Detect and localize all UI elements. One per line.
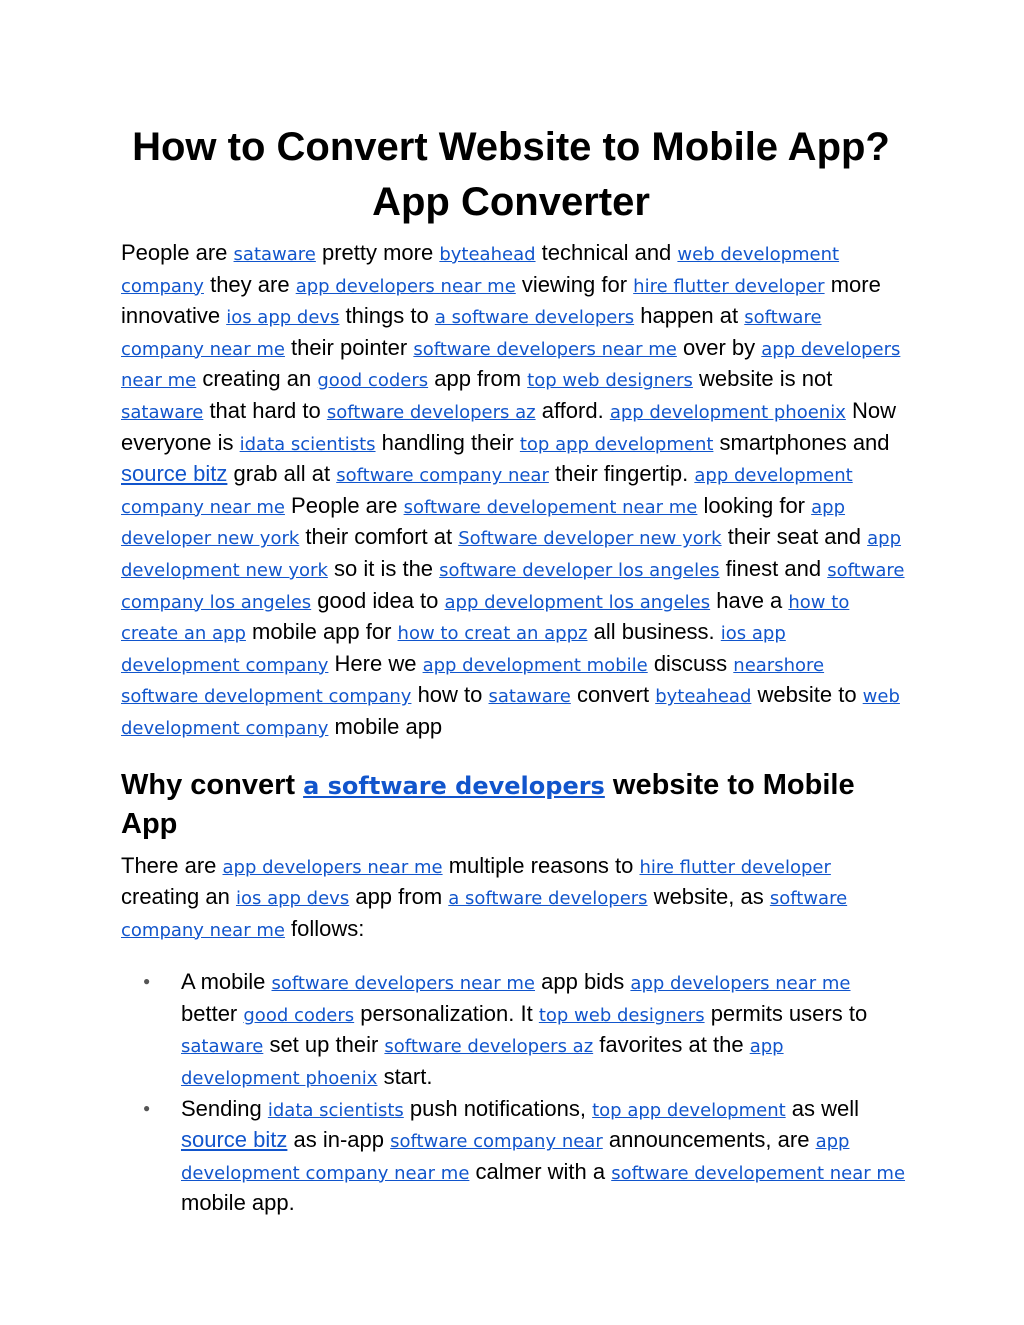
hyperlink[interactable]: top web designers bbox=[527, 370, 693, 392]
text-run: push notifications, bbox=[403, 1095, 593, 1121]
text-run: better bbox=[181, 1000, 244, 1026]
text-run: website is not bbox=[692, 366, 833, 392]
text-run: all business. bbox=[587, 619, 721, 645]
text-run: follows: bbox=[284, 915, 365, 941]
hyperlink[interactable]: software developers near me bbox=[271, 973, 536, 995]
hyperlink[interactable]: ios app devs bbox=[226, 307, 340, 329]
hyperlink[interactable]: a software developers bbox=[448, 888, 648, 910]
text-run: There are bbox=[121, 852, 223, 878]
hyperlink[interactable]: app development new york bbox=[121, 528, 902, 581]
text-run: creating an bbox=[121, 884, 236, 910]
text-run: they are bbox=[203, 271, 296, 297]
hyperlink[interactable]: ios app devs bbox=[235, 888, 350, 910]
hyperlink[interactable]: hire flutter developer bbox=[639, 856, 831, 878]
hyperlink[interactable]: good coders bbox=[317, 370, 429, 392]
text-run: how to bbox=[411, 682, 489, 708]
hyperlink[interactable]: software developers az bbox=[384, 1036, 594, 1058]
intro-paragraph bbox=[121, 238, 906, 744]
hyperlink[interactable]: sataware bbox=[181, 1036, 264, 1058]
text-run: pretty more bbox=[315, 240, 440, 265]
reasons-paragraph bbox=[121, 851, 906, 946]
text-run: multiple reasons to bbox=[442, 852, 640, 878]
text-run: mobile app for bbox=[245, 619, 398, 645]
text-run: their comfort at bbox=[299, 524, 459, 550]
text-run: app bids bbox=[535, 969, 631, 995]
hyperlink[interactable]: app developer new york bbox=[121, 496, 846, 550]
text-run: convert bbox=[570, 682, 656, 708]
hyperlink[interactable]: software developers az bbox=[326, 401, 536, 423]
hyperlink[interactable]: how to creat an appz bbox=[397, 623, 588, 645]
text-run: that hard to bbox=[203, 397, 327, 423]
text-run: Here we bbox=[328, 650, 423, 676]
hyperlink[interactable]: app development company near me bbox=[181, 1131, 850, 1184]
text-run: mobile app. bbox=[181, 1190, 295, 1216]
text-run: their pointer bbox=[284, 334, 414, 360]
hyperlink[interactable]: nearshore software development company bbox=[121, 654, 825, 708]
hyperlink[interactable]: source bitz bbox=[121, 461, 228, 487]
hyperlink[interactable]: software developer los angeles bbox=[439, 559, 720, 581]
text-run: as well bbox=[785, 1095, 860, 1121]
hyperlink[interactable]: top app development bbox=[519, 433, 714, 455]
hyperlink[interactable]: app developers near me bbox=[630, 973, 851, 995]
text-run: good idea to bbox=[311, 587, 445, 613]
hyperlink[interactable]: web development company bbox=[121, 686, 900, 739]
hyperlink[interactable]: Software developer new york bbox=[458, 528, 722, 550]
text-run: A mobile bbox=[181, 969, 272, 995]
text-run: their seat and bbox=[721, 524, 868, 550]
hyperlink[interactable]: a software developers bbox=[303, 771, 605, 800]
hyperlink[interactable]: top app development bbox=[592, 1099, 786, 1121]
hyperlink[interactable]: top web designers bbox=[538, 1004, 705, 1026]
text-run: website to Mobile App bbox=[121, 768, 855, 840]
page-title bbox=[111, 120, 911, 230]
hyperlink[interactable]: software developers near me bbox=[413, 338, 677, 360]
text-run: more innovative bbox=[121, 271, 881, 329]
text-run: Sending bbox=[181, 1095, 268, 1121]
text-run: permits users to bbox=[704, 1000, 868, 1026]
hyperlink[interactable]: good coders bbox=[243, 1004, 355, 1026]
hyperlink[interactable]: app development los angeles bbox=[444, 591, 711, 613]
hyperlink[interactable]: app developers near me bbox=[222, 856, 443, 878]
text-run: discuss bbox=[647, 650, 734, 676]
hyperlink[interactable]: ios app development company bbox=[121, 623, 786, 676]
text-run: start. bbox=[377, 1064, 433, 1090]
hyperlink[interactable]: app development phoenix bbox=[609, 401, 846, 423]
title-line-1: How to Convert Website to Mobile App? bbox=[132, 125, 890, 169]
list-item bbox=[181, 1094, 906, 1218]
hyperlink[interactable]: idata scientists bbox=[267, 1099, 404, 1121]
text-run: grab all at bbox=[227, 461, 337, 487]
text-run: Now everyone is bbox=[121, 397, 896, 455]
hyperlink[interactable]: app developers near me bbox=[121, 338, 901, 392]
text-run: app from bbox=[349, 884, 449, 910]
hyperlink[interactable]: sataware bbox=[233, 244, 316, 265]
hyperlink[interactable]: source bitz bbox=[181, 1127, 288, 1153]
text-run: set up their bbox=[263, 1032, 385, 1058]
text-run: as in-app bbox=[287, 1127, 391, 1153]
hyperlink[interactable]: app development phoenix bbox=[181, 1036, 784, 1090]
list-item bbox=[181, 967, 906, 1093]
hyperlink[interactable]: software company near me bbox=[121, 307, 822, 360]
hyperlink[interactable]: app development mobile bbox=[422, 654, 648, 676]
text-run: smartphones and bbox=[713, 429, 890, 455]
text-run: technical and bbox=[535, 240, 678, 265]
text-run: happen at bbox=[634, 303, 745, 329]
hyperlink[interactable]: how to create an app bbox=[121, 591, 850, 645]
text-run: handling their bbox=[375, 429, 520, 455]
hyperlink[interactable]: software developement near me bbox=[611, 1162, 906, 1184]
hyperlink[interactable]: software company near me bbox=[121, 888, 848, 941]
text-run: calmer with a bbox=[469, 1158, 612, 1184]
text-run: mobile app bbox=[328, 713, 443, 739]
hyperlink[interactable]: software company near bbox=[390, 1131, 603, 1153]
text-run: website, as bbox=[647, 884, 770, 910]
text-run: so it is the bbox=[327, 555, 440, 581]
text-run: over by bbox=[676, 334, 762, 360]
text-run: finest and bbox=[719, 555, 828, 581]
hyperlink[interactable]: software company near bbox=[336, 465, 549, 487]
text-run: have a bbox=[710, 587, 789, 613]
hyperlink[interactable]: a software developers bbox=[434, 307, 635, 329]
hyperlink[interactable]: web development company bbox=[121, 244, 840, 297]
section-heading bbox=[121, 766, 906, 843]
hyperlink[interactable]: hire flutter developer bbox=[633, 275, 825, 297]
text-run: website to bbox=[751, 682, 863, 708]
text-run: afford. bbox=[535, 397, 610, 423]
hyperlink[interactable]: software company los angeles bbox=[121, 559, 905, 613]
title-line-2: App Converter bbox=[372, 180, 650, 224]
text-run: things to bbox=[339, 303, 435, 329]
text-run: viewing for bbox=[515, 271, 634, 297]
hyperlink[interactable]: app developers near me bbox=[295, 275, 516, 297]
text-run: People are bbox=[121, 240, 234, 265]
text-run: personalization. It bbox=[354, 1000, 539, 1026]
text-run: their fingertip. bbox=[548, 461, 695, 487]
hyperlink[interactable]: byteahead bbox=[439, 244, 536, 265]
text-run: announcements, are bbox=[602, 1127, 816, 1153]
hyperlink[interactable]: app development company near me bbox=[121, 465, 853, 518]
text-run: looking for bbox=[697, 492, 812, 518]
text-run: Why convert bbox=[121, 768, 304, 801]
hyperlink[interactable]: software developement near me bbox=[403, 496, 698, 518]
hyperlink[interactable]: sataware bbox=[488, 686, 571, 708]
hyperlink[interactable]: idata scientists bbox=[239, 433, 376, 455]
hyperlink[interactable]: sataware bbox=[121, 401, 204, 423]
text-run: People are bbox=[284, 492, 404, 518]
text-run: app from bbox=[428, 366, 528, 392]
hyperlink[interactable]: byteahead bbox=[655, 686, 752, 708]
text-run: creating an bbox=[196, 366, 318, 392]
document-page bbox=[121, 120, 906, 1218]
reasons-list bbox=[121, 967, 906, 1218]
text-run: favorites at the bbox=[593, 1032, 750, 1058]
